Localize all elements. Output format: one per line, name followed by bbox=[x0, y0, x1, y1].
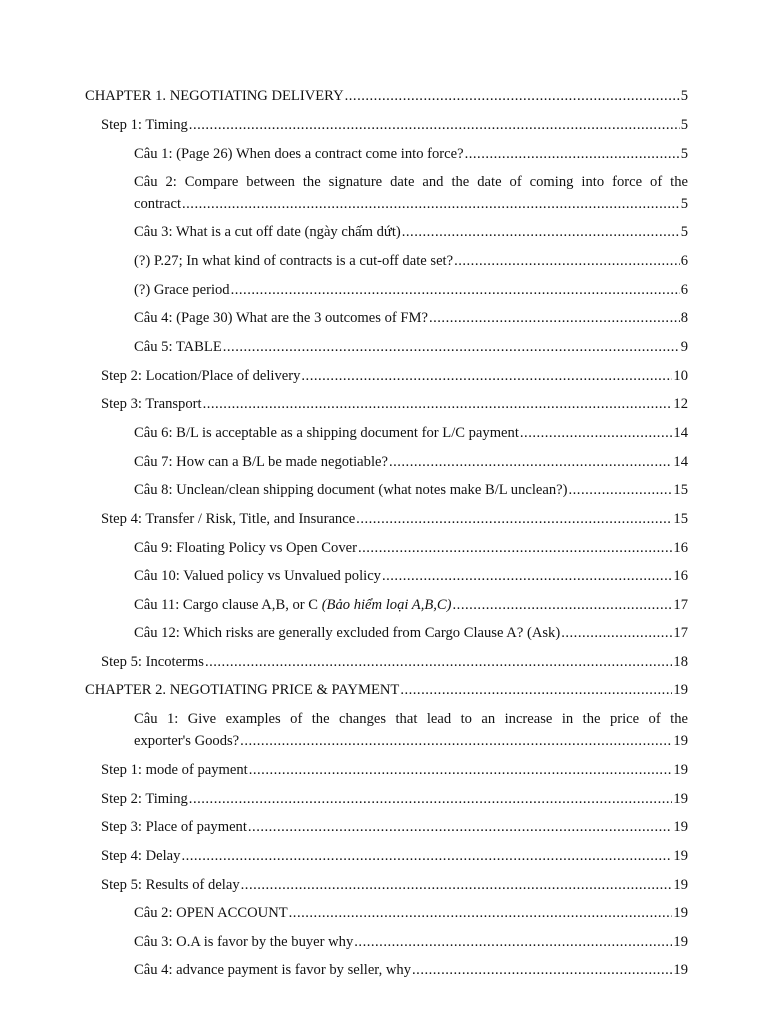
toc-entry-page: 12 bbox=[673, 396, 688, 412]
toc-entry-title-text: Câu 11: Cargo clause A,B, or C bbox=[134, 597, 322, 613]
toc-leader-dots bbox=[189, 114, 680, 136]
toc-leader-dots bbox=[453, 594, 673, 616]
toc-entry-page: 6 bbox=[680, 253, 688, 269]
toc-entry-title: exporter's Goods? bbox=[134, 733, 240, 749]
toc-entry[interactable] bbox=[134, 422, 688, 444]
toc-entry[interactable] bbox=[134, 171, 688, 215]
toc-leader-dots bbox=[382, 565, 672, 587]
toc-entry-title: Step 3: Place of payment bbox=[101, 819, 247, 835]
toc-entry[interactable] bbox=[101, 874, 688, 896]
toc-entry[interactable] bbox=[101, 788, 688, 810]
toc-entry-title: Câu 4: advance payment is favor by seller, why bbox=[134, 962, 412, 978]
toc-leader-dots bbox=[205, 651, 672, 673]
toc-entry-title: Step 5: Results of delay bbox=[101, 877, 240, 893]
toc-entry-page: 15 bbox=[673, 511, 688, 527]
toc-entry-title: Câu 5: TABLE bbox=[134, 339, 222, 355]
toc-entry-title: Step 2: Timing bbox=[101, 791, 188, 807]
toc-entry-title: Câu 9: Floating Policy vs Open Cover bbox=[134, 540, 357, 556]
toc-entry-page: 14 bbox=[673, 454, 688, 470]
toc-entry-title: Step 4: Transfer / Risk, Title, and Insurance bbox=[101, 511, 356, 527]
toc-entry-title: Step 1: Timing bbox=[101, 117, 188, 133]
toc-leader-dots bbox=[465, 143, 680, 165]
toc-entry[interactable] bbox=[101, 365, 688, 387]
toc-entry-title-line1: Câu 2: Compare between the signature date and the date of coming into force of the bbox=[134, 174, 688, 190]
toc-entry[interactable] bbox=[134, 143, 688, 165]
toc-entry-page: 19 bbox=[673, 848, 688, 864]
toc-entry-title: (?) Grace period bbox=[134, 282, 230, 298]
toc-entry[interactable] bbox=[134, 250, 688, 272]
toc-entry-title: Câu 6: B/L is acceptable as a shipping document for L/C payment bbox=[134, 425, 519, 441]
toc-leader-dots bbox=[454, 250, 680, 272]
toc-entry-title: Câu 1: (Page 26) When does a contract come into force? bbox=[134, 146, 464, 162]
toc-entry-page: 16 bbox=[673, 568, 688, 584]
toc-entry[interactable] bbox=[101, 651, 688, 673]
toc-entry-title: Step 2: Location/Place of delivery bbox=[101, 368, 301, 384]
toc-entry-page: 8 bbox=[680, 310, 688, 326]
toc-entry-page: 19 bbox=[673, 962, 688, 978]
toc-entry[interactable] bbox=[134, 279, 688, 301]
toc-entry[interactable] bbox=[134, 594, 688, 616]
toc-entry-title: Câu 8: Unclean/clean shipping document (what notes make B/L unclean?) bbox=[134, 482, 568, 498]
toc-leader-dots bbox=[412, 959, 672, 981]
toc-leader-dots bbox=[289, 902, 673, 924]
toc-leader-dots bbox=[231, 279, 680, 301]
toc-entry-page: 19 bbox=[673, 819, 688, 835]
toc-leader-dots bbox=[240, 730, 672, 752]
toc-entry[interactable] bbox=[134, 708, 688, 752]
toc-entry[interactable] bbox=[85, 85, 688, 107]
toc-entry-page: 17 bbox=[673, 597, 688, 613]
toc-entry-title: Step 5: Incoterms bbox=[101, 654, 204, 670]
toc-entry-title: Câu 2: OPEN ACCOUNT bbox=[134, 905, 288, 921]
toc-entry-title: Câu 7: How can a B/L be made negotiable? bbox=[134, 454, 388, 470]
toc-entry-page: 16 bbox=[673, 540, 688, 556]
toc-entry-title: CHAPTER 2. NEGOTIATING PRICE & PAYMENT bbox=[85, 682, 400, 698]
toc-leader-dots bbox=[400, 679, 672, 701]
toc-entry-page: 19 bbox=[673, 791, 688, 807]
toc-entry-title: Câu 3: What is a cut off date (ngày chấm dứt) bbox=[134, 224, 401, 240]
toc-entry-page: 5 bbox=[680, 196, 688, 212]
toc-entry-page: 9 bbox=[680, 339, 688, 355]
toc-entry-page: 15 bbox=[673, 482, 688, 498]
toc-leader-dots bbox=[345, 85, 680, 107]
toc-entry-title: Step 3: Transport bbox=[101, 396, 202, 412]
toc-entry-title: Câu 12: Which risks are generally excluded from Cargo Clause A? (Ask) bbox=[134, 625, 561, 641]
toc-leader-dots bbox=[561, 622, 672, 644]
toc-leader-dots bbox=[569, 479, 673, 501]
toc-entry-page: 19 bbox=[673, 682, 688, 698]
toc-entry-page: 5 bbox=[680, 88, 688, 104]
toc-entry-page: 5 bbox=[680, 117, 688, 133]
toc-leader-dots bbox=[402, 221, 680, 243]
toc-entry[interactable] bbox=[101, 114, 688, 136]
toc-entry[interactable] bbox=[134, 622, 688, 644]
toc-entry[interactable] bbox=[134, 479, 688, 501]
toc-leader-dots bbox=[189, 788, 673, 810]
toc-entry[interactable] bbox=[134, 902, 688, 924]
toc-entry-title: Step 1: mode of payment bbox=[101, 762, 248, 778]
toc-entry-title: Câu 10: Valued policy vs Unvalued policy bbox=[134, 568, 381, 584]
toc-entry-title bbox=[134, 594, 452, 616]
toc-entry[interactable] bbox=[101, 393, 688, 415]
toc-entry-title: contract bbox=[134, 196, 181, 212]
toc-leader-dots bbox=[356, 508, 672, 530]
toc-entry[interactable] bbox=[101, 508, 688, 530]
toc-leader-dots bbox=[301, 365, 672, 387]
toc-entry-title: (?) P.27; In what kind of contracts is a cut-off date set? bbox=[134, 253, 454, 269]
toc-entry-title: Step 4: Delay bbox=[101, 848, 181, 864]
toc-entry[interactable] bbox=[134, 565, 688, 587]
toc-entry-title: Câu 3: O.A is favor by the buyer why bbox=[134, 934, 354, 950]
toc-entry-page: 19 bbox=[673, 877, 688, 893]
toc-entry-title-italic: (Bảo hiểm loại A,B,C) bbox=[321, 597, 452, 613]
toc-entry[interactable] bbox=[134, 451, 688, 473]
toc-entry[interactable] bbox=[101, 845, 688, 867]
toc-leader-dots bbox=[520, 422, 673, 444]
toc-entry-title: CHAPTER 1. NEGOTIATING DELIVERY bbox=[85, 88, 344, 104]
toc-entry-page: 6 bbox=[680, 282, 688, 298]
toc-entry-page: 19 bbox=[673, 733, 688, 749]
toc-entry[interactable] bbox=[85, 679, 688, 701]
toc-leader-dots bbox=[249, 759, 673, 781]
toc-entry-page: 19 bbox=[673, 934, 688, 950]
toc-entry[interactable] bbox=[134, 959, 688, 981]
toc-leader-dots bbox=[358, 537, 672, 559]
toc-entry[interactable] bbox=[134, 537, 688, 559]
toc-entry[interactable] bbox=[134, 931, 688, 953]
toc-entry-title: Câu 4: (Page 30) What are the 3 outcomes of FM? bbox=[134, 310, 428, 326]
toc-entry-page: 18 bbox=[673, 654, 688, 670]
toc-entry[interactable] bbox=[101, 816, 688, 838]
toc-leader-dots bbox=[241, 874, 673, 896]
toc-leader-dots bbox=[181, 845, 672, 867]
toc-leader-dots bbox=[203, 393, 673, 415]
toc-entry-page: 19 bbox=[673, 905, 688, 921]
toc-leader-dots bbox=[182, 193, 680, 215]
toc-leader-dots bbox=[389, 451, 672, 473]
toc-entry-page: 17 bbox=[673, 625, 688, 641]
toc-entry-page: 10 bbox=[673, 368, 688, 384]
toc-leader-dots bbox=[223, 336, 680, 358]
toc-entry[interactable] bbox=[101, 759, 688, 781]
toc-entry[interactable] bbox=[134, 307, 688, 329]
toc-entry[interactable] bbox=[134, 221, 688, 243]
toc-entry-page: 5 bbox=[680, 146, 688, 162]
toc-entry-page: 19 bbox=[673, 762, 688, 778]
toc-entry-page: 14 bbox=[673, 425, 688, 441]
toc-entry[interactable] bbox=[134, 336, 688, 358]
toc-leader-dots bbox=[248, 816, 673, 838]
toc-leader-dots bbox=[354, 931, 672, 953]
toc-leader-dots bbox=[429, 307, 680, 329]
toc-entry-page: 5 bbox=[680, 224, 688, 240]
toc-entry-title-line1: Câu 1: Give examples of the changes that lead to an increase in the price of the bbox=[134, 711, 688, 727]
